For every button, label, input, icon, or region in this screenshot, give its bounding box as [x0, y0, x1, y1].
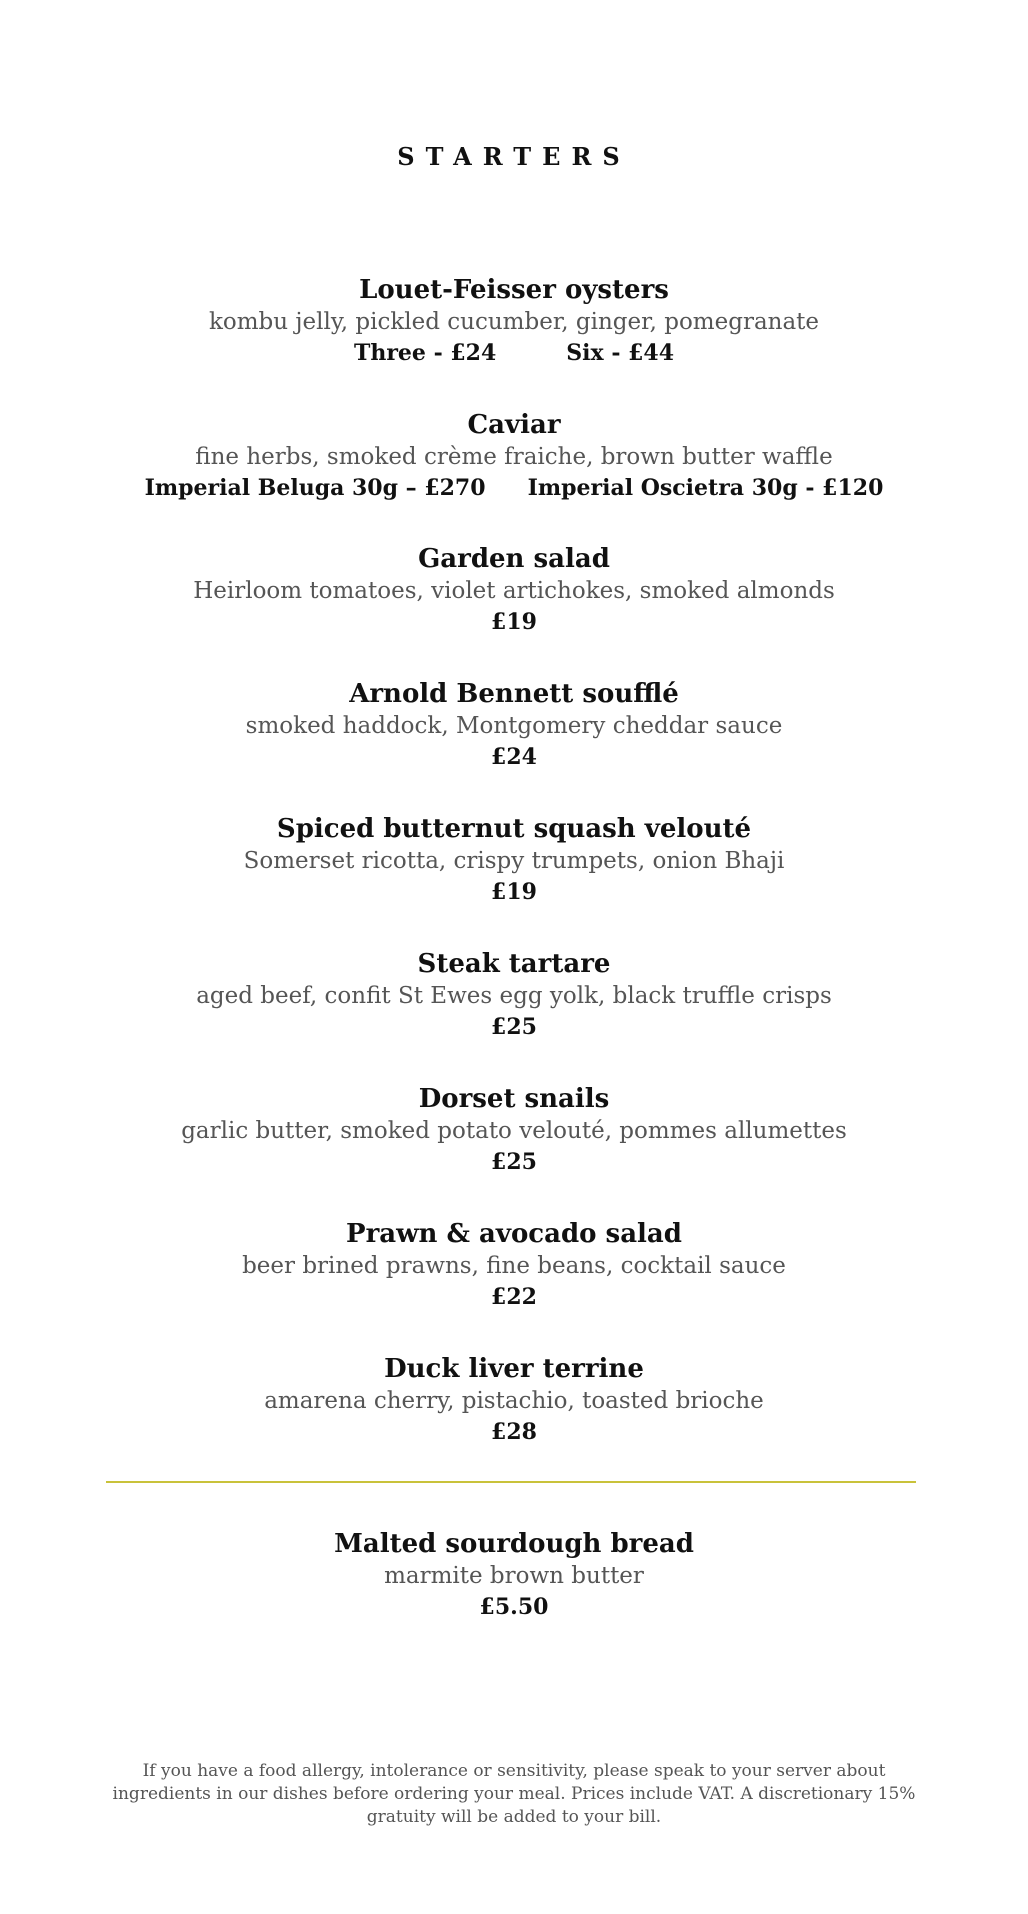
page-title: STARTERS [397, 142, 631, 171]
item-description: garlic butter, smoked potato velouté, pommes allumettes [181, 1118, 847, 1144]
menu-item-snails [0, 1083, 1028, 1177]
item-prices [0, 473, 1028, 503]
menu-item-prawn-salad [0, 1218, 1028, 1312]
menu-item-bread [0, 1528, 1028, 1622]
item-description: kombu jelly, pickled cucumber, ginger, pomegranate [208, 309, 820, 335]
item-price: £24 [491, 744, 537, 770]
menu-item-oysters [0, 274, 1028, 368]
item-description: amarena cherry, pistachio, toasted brioche [264, 1388, 764, 1414]
item-price-six: Six - £44 [566, 340, 675, 366]
item-description: marmite brown butter [384, 1563, 644, 1589]
item-price: £25 [491, 1014, 537, 1040]
item-price: £19 [491, 609, 537, 635]
item-price: £5.50 [479, 1594, 549, 1620]
item-prices [0, 338, 1028, 368]
item-price: £28 [491, 1419, 537, 1445]
item-description: Heirloom tomatoes, violet artichokes, smoked almonds [193, 578, 835, 604]
item-name: Steak tartare [417, 949, 611, 979]
menu-item-caviar [0, 409, 1028, 503]
item-name: Caviar [467, 410, 561, 440]
item-price: £19 [491, 879, 537, 905]
item-price-beluga: Imperial Beluga 30g – £270 [144, 475, 486, 501]
item-name: Garden salad [418, 544, 610, 574]
item-name: Louet-Feisser oysters [359, 275, 669, 305]
item-description: aged beef, confit St Ewes egg yolk, black truffle crisps [196, 983, 832, 1009]
menu-item-duck-terrine [0, 1353, 1028, 1447]
item-name: Dorset snails [418, 1084, 610, 1114]
item-name: Duck liver terrine [384, 1354, 644, 1384]
item-description: fine herbs, smoked crème fraiche, brown butter waffle [195, 444, 833, 470]
item-name: Spiced butternut squash velouté [276, 814, 752, 844]
section-divider [106, 1481, 916, 1483]
item-description: Somerset ricotta, crispy trumpets, onion Bhaji [243, 848, 785, 874]
item-price-oscietra: Imperial Oscietra 30g - £120 [527, 475, 884, 501]
item-price-three: Three - £24 [353, 340, 497, 366]
item-price: £25 [491, 1149, 537, 1175]
item-description: smoked haddock, Montgomery cheddar sauce [245, 713, 783, 739]
menu-item-veloute [0, 813, 1028, 907]
menu-item-garden-salad [0, 543, 1028, 637]
item-name: Prawn & avocado salad [346, 1219, 682, 1249]
menu-item-souffle [0, 678, 1028, 772]
item-name: Malted sourdough bread [334, 1529, 694, 1559]
item-price: £22 [491, 1284, 537, 1310]
item-description: beer brined prawns, fine beans, cocktail sauce [242, 1253, 786, 1279]
item-name: Arnold Bennett soufflé [349, 679, 679, 709]
menu-item-steak-tartare [0, 948, 1028, 1042]
allergy-notice: If you have a food allergy, intolerance or sensitivity, please speak to your server about ingredients in our dishes before ordering your meal. Prices include VAT. A discretionary 15% gratuity will be added to your bill. [112, 1761, 916, 1827]
